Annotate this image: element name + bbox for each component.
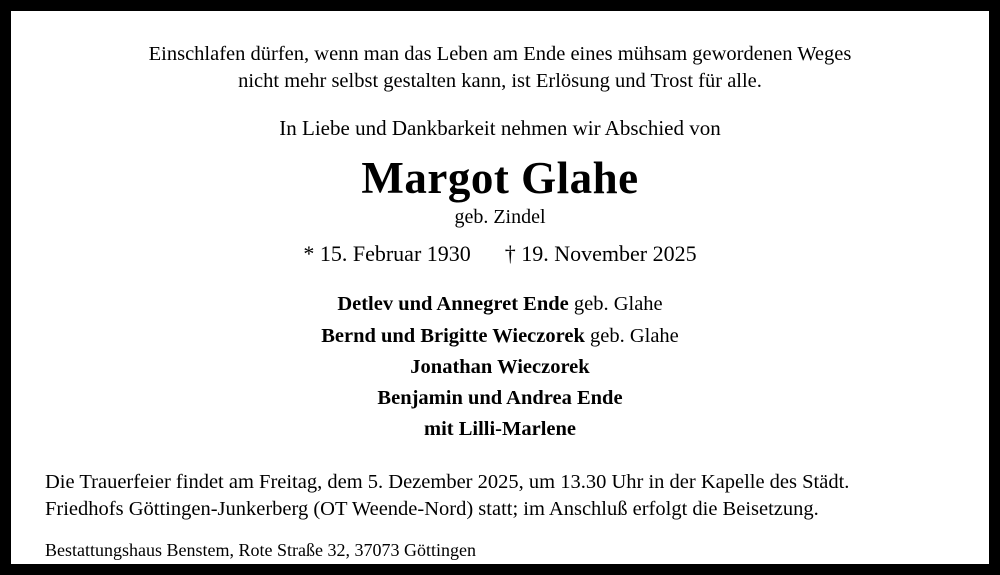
service-details (45, 469, 955, 524)
service-line-1: Die Trauerfeier findet am Freitag, dem 5. Dezember 2025, um 13.30 Uhr in der Kapelle des Städt. (45, 471, 850, 494)
list-item (45, 414, 955, 445)
deceased-name: Margot Glahe (361, 153, 639, 204)
death-date: † 19. November 2025 (504, 241, 697, 267)
survivor-names: Detlev und Annegret Ende (337, 293, 569, 316)
survivor-names: Bernd und Brigitte Wieczorek (321, 324, 585, 347)
list-item (45, 352, 955, 383)
survivor-names: Benjamin und Andrea Ende (377, 386, 623, 409)
poem-line-2: nicht mehr selbst gestalten kann, ist Erlösung und Trost für alle. (238, 70, 762, 93)
birth-date: * 15. Februar 1930 (303, 241, 471, 267)
intro-text: In Liebe und Dankbarkeit nehmen wir Abschied von (279, 116, 721, 141)
survivors-list (45, 289, 955, 445)
service-line-2: Friedhofs Göttingen-Junkerberg (OT Weende-Nord) statt; im Anschluß erfolgt die Beisetzung. (45, 498, 819, 521)
maiden-name: geb. Zindel (454, 206, 546, 229)
poem-line-1: Einschlafen dürfen, wenn man das Leben am Ende eines mühsam gewordenen Weges (148, 43, 852, 65)
survivor-suffix: geb. Glahe (568, 293, 663, 316)
list-item (45, 321, 955, 352)
survivor-names: Jonathan Wieczorek (410, 355, 590, 378)
funeral-home-info: Bestattungshaus Benstem, Rote Straße 32, 37073 Göttingen (45, 539, 476, 560)
poem (45, 41, 955, 95)
life-dates (45, 241, 955, 267)
list-item (45, 289, 955, 320)
survivor-names: mit Lilli-Marlene (424, 417, 576, 440)
survivor-suffix: geb. Glahe (584, 324, 679, 347)
list-item (45, 383, 955, 414)
